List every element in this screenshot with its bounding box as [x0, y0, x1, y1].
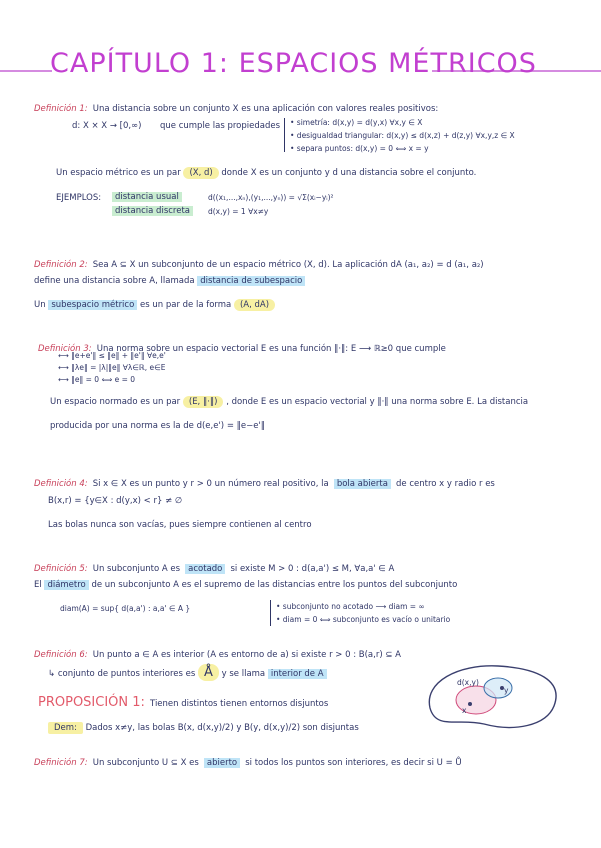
prop1-text: Tienen distintos tienen entornos disjuntos	[150, 699, 329, 709]
def2-line3	[34, 300, 275, 310]
def7-text: Un subconjunto U ⊆ X es	[92, 758, 199, 768]
prop1-proof-text: Dados x≠y, las bolas B(x, d(x,y)/2) y B(y, d(x,y)/2) son disjuntas	[85, 723, 359, 733]
balls-diagram	[418, 658, 568, 738]
def3-line1	[50, 397, 528, 407]
def3-line1-text: Un espacio normado es un par	[50, 397, 181, 407]
def2-label: Definición 2:	[34, 260, 88, 270]
def2-line3a: Un	[34, 300, 46, 310]
def2-line3b: es un par de la forma	[140, 300, 232, 310]
title-rule-left	[0, 70, 52, 72]
def7-hl: abierto	[204, 758, 240, 768]
def5-line2	[34, 580, 457, 590]
def2-block	[34, 252, 484, 271]
def2-pair: (A, dA)	[234, 299, 275, 311]
def2-line2	[34, 276, 305, 286]
def6-sym: Å	[198, 664, 219, 681]
diagram-label-y: y	[504, 686, 509, 695]
def1-examples-label: EJEMPLOS:	[56, 193, 102, 203]
def1-ex2: distancia discreta	[112, 206, 193, 216]
def6-line2b: y se llama	[221, 669, 266, 679]
def3-prop-2: ⟷ ‖e‖ = 0 ⟺ e = 0	[58, 375, 136, 384]
diagram-label-x: x	[462, 706, 467, 715]
def1-prop-0: • simetría: d(x,y) = d(y,x) ∀x,y ∈ X	[290, 118, 423, 127]
def5-case-1: • diam = 0 ⟺ subconjunto es vacío o unitario	[276, 615, 451, 624]
def5-text2: si existe M > 0 : d(a,a') ≤ M, ∀a,a' ∈ A	[230, 564, 395, 574]
def5-text: Un subconjunto A es	[92, 564, 181, 574]
def4-text2: de centro x y radio r es	[396, 479, 495, 489]
def1-ex1: distancia usual	[112, 192, 182, 202]
def3-pair: (E, ‖·‖)	[183, 396, 224, 408]
def1-prop-1: • desigualdad triangular: d(x,y) ≤ d(x,z) + d(z,y) ∀x,y,z ∈ X	[290, 131, 515, 140]
def1-label: Definición 1:	[34, 104, 88, 114]
def1-pair: (X, d)	[183, 167, 218, 179]
def3-label: Definición 3:	[38, 344, 92, 354]
def1-ex1-formula: d((x₁,...,xₙ),(y₁,...,yₙ)) = √Σ(xᵢ−yᵢ)²	[208, 193, 334, 202]
prop1-proof	[48, 723, 359, 733]
def5-label: Definición 5:	[34, 564, 88, 574]
def4-text: Si x ∈ X es un punto y r > 0 un número real positivo, la	[92, 479, 329, 489]
def7-text2: si todos los puntos son interiores, es decir si U = Ů	[245, 758, 462, 768]
prop1-block	[38, 691, 328, 710]
def1-text: Una distancia sobre un conjunto X es una aplicación con valores reales positivos:	[92, 104, 439, 114]
def5-formula: diam(A) = sup{ d(a,a') : a,a' ∈ A }	[60, 604, 191, 613]
def5-line2a: El	[34, 580, 42, 590]
def1-prop-2: • separa puntos: d(x,y) = 0 ⟺ x = y	[290, 144, 429, 153]
def5-hl: acotado	[185, 564, 225, 574]
def3-line1b: , donde E es un espacio vectorial y ‖·‖ una norma sobre E. La distancia	[226, 397, 529, 407]
def4-formula: B(x,r) = {y∈X : d(y,x) < r} ≠ ∅	[48, 496, 183, 506]
page-title: CAPÍTULO 1: ESPACIOS MÉTRICOS	[50, 48, 537, 79]
def4-label: Definición 4:	[34, 479, 88, 489]
def1-metric-space: Un espacio métrico es un par	[56, 168, 181, 178]
point-x	[468, 702, 472, 706]
def2-hl: distancia de subespacio	[197, 276, 305, 286]
def3-prop-0: ⟷ ‖e+e'‖ ≤ ‖e‖ + ‖e'‖ ∀e,e'	[58, 351, 166, 360]
def1-brace	[284, 118, 285, 152]
def5-block	[34, 556, 394, 575]
def2-hl2: subespacio métrico	[48, 300, 137, 310]
def6-text: Un punto a ∈ A es interior (A es entorno de a) si existe r > 0 : B(a,r) ⊆ A	[92, 650, 401, 660]
def1-block	[34, 96, 438, 115]
def5-hl2: diámetro	[44, 580, 88, 590]
def2-text: Sea A ⊆ X un subconjunto de un espacio métrico (X, d). La aplicación dA (a₁, a₂) = d (a₁, a₂)	[92, 260, 484, 270]
def3-prop-1: ⟷ ‖λe‖ = |λ|‖e‖ ∀λ∈ℝ, e∈E	[58, 363, 166, 372]
def6-label: Definición 6:	[34, 650, 88, 660]
def4-hl: bola abierta	[334, 479, 391, 489]
def4-line2: Las bolas nunca son vacías, pues siempre contienen al centro	[48, 520, 312, 530]
def1-cumple: que cumple las propiedades	[160, 121, 280, 131]
def3-text: Una norma sobre un espacio vectorial E es una función ‖·‖: E ⟶ ℝ≥0 que cumple	[96, 344, 446, 354]
def6-hl: interior de A	[268, 669, 327, 679]
def6-line2	[48, 665, 327, 680]
def6-line2a: ↳ conjunto de puntos interiores es	[48, 669, 196, 679]
def1-metric-space-line	[56, 168, 476, 178]
def3-line2: producida por una norma es la de d(e,e') = ‖e−e'‖	[50, 421, 266, 431]
def1-metric-space-rest: donde X es un conjunto y d una distancia sobre el conjunto.	[221, 168, 477, 178]
def7-block	[34, 750, 462, 769]
def4-block	[34, 471, 495, 490]
def5-line2b: de un subconjunto A es el supremo de las distancias entre los puntos del subconjunto	[91, 580, 458, 590]
diagram-label-d: d(x,y)	[457, 678, 479, 687]
def6-block	[34, 642, 401, 661]
def2-line2-text: define una distancia sobre A, llamada	[34, 276, 195, 286]
prop1-label: PROPOSICIÓN 1:	[38, 695, 145, 710]
prop1-proof-label: Dem:	[48, 722, 83, 734]
def5-case-0: • subconjunto no acotado ⟶ diam = ∞	[276, 602, 425, 611]
def1-ex2-formula: d(x,y) = 1 ∀x≠y	[208, 207, 269, 216]
def5-brace	[270, 600, 271, 626]
def7-label: Definición 7:	[34, 758, 88, 768]
def1-map: d: X × X → [0,∞)	[72, 121, 142, 131]
